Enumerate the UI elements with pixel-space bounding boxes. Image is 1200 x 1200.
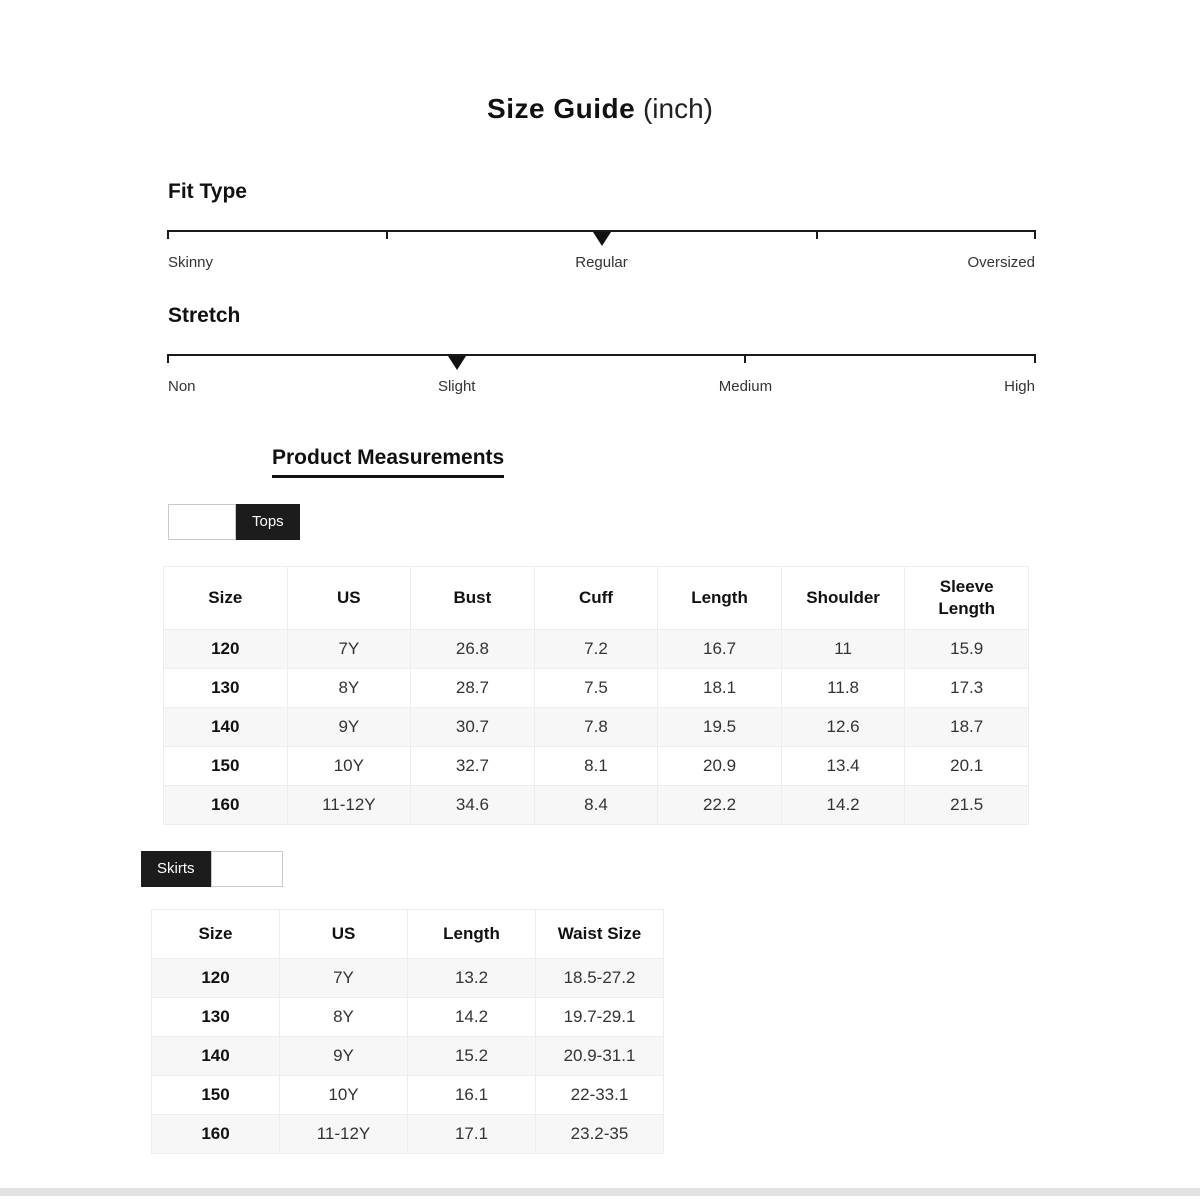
table-cell: 7.2 — [534, 630, 658, 669]
table-cell: 14.2 — [781, 786, 905, 825]
table-row — [152, 959, 664, 998]
page-title — [0, 0, 1200, 126]
fit-type-slider[interactable] — [168, 230, 1035, 292]
table-cell: 22.2 — [658, 786, 782, 825]
table-cell: 19.7-29.1 — [536, 998, 664, 1037]
tick-mark — [1034, 354, 1036, 363]
table-cell: 28.7 — [411, 669, 535, 708]
toggle-blank-button[interactable] — [211, 851, 283, 887]
size-cell: 140 — [152, 1037, 280, 1076]
tops-table-body — [164, 630, 1029, 825]
table-cell: 32.7 — [411, 747, 535, 786]
table-cell: 15.9 — [905, 630, 1029, 669]
table-cell: 20.9-31.1 — [536, 1037, 664, 1076]
stretch-option-non: Non — [168, 378, 196, 395]
table-row — [152, 1076, 664, 1115]
size-cell: 160 — [164, 786, 288, 825]
table-cell: 13.4 — [781, 747, 905, 786]
table-cell: 30.7 — [411, 708, 535, 747]
skirts-table-body — [152, 959, 664, 1154]
table-cell: 12.6 — [781, 708, 905, 747]
table-cell: 26.8 — [411, 630, 535, 669]
table-cell: 18.7 — [905, 708, 1029, 747]
table-cell: 10Y — [287, 747, 411, 786]
table-cell: 11-12Y — [287, 786, 411, 825]
size-cell: 120 — [152, 959, 280, 998]
size-cell: 160 — [152, 1115, 280, 1154]
table-cell: 8.4 — [534, 786, 658, 825]
stretch-option-high: High — [1004, 378, 1035, 395]
column-header: Bust — [411, 567, 535, 630]
table-cell: 16.1 — [408, 1076, 536, 1115]
table-cell: 11.8 — [781, 669, 905, 708]
table-cell: 19.5 — [658, 708, 782, 747]
column-header: Cuff — [534, 567, 658, 630]
table-cell: 11-12Y — [280, 1115, 408, 1154]
table-row — [164, 708, 1029, 747]
table-cell: 8.1 — [534, 747, 658, 786]
table-cell: 8Y — [287, 669, 411, 708]
bottom-divider — [0, 1188, 1200, 1196]
table-cell: 17.3 — [905, 669, 1029, 708]
tops-header-row — [164, 567, 1029, 630]
size-cell: 140 — [164, 708, 288, 747]
stretch-heading: Stretch — [168, 304, 241, 327]
table-cell: 18.1 — [658, 669, 782, 708]
table-cell: 23.2-35 — [536, 1115, 664, 1154]
fit-type-option-oversized: Oversized — [967, 254, 1035, 271]
size-cell: 150 — [164, 747, 288, 786]
fit-type-option-regular: Regular — [575, 254, 628, 271]
table-row — [152, 1037, 664, 1076]
column-header: US — [287, 567, 411, 630]
tick-mark — [816, 230, 818, 239]
table-row — [164, 786, 1029, 825]
tick-mark — [744, 354, 746, 363]
page-title-unit: (inch) — [642, 93, 713, 124]
table-cell: 10Y — [280, 1076, 408, 1115]
size-cell: 130 — [164, 669, 288, 708]
column-header: Waist Size — [536, 910, 664, 959]
table-cell: 7Y — [280, 959, 408, 998]
fit-type-option-skinny: Skinny — [168, 254, 214, 271]
table-row — [164, 747, 1029, 786]
tick-mark — [167, 354, 169, 363]
tick-mark — [386, 230, 388, 239]
table-cell: 18.5-27.2 — [536, 959, 664, 998]
table-row — [164, 630, 1029, 669]
table-cell: 20.9 — [658, 747, 782, 786]
toggle-tops-button[interactable]: Tops — [236, 504, 300, 540]
table-cell: 7Y — [287, 630, 411, 669]
table-cell: 17.1 — [408, 1115, 536, 1154]
table-row — [152, 998, 664, 1037]
tops-measurements-table — [163, 566, 1029, 825]
column-header: Size — [164, 567, 288, 630]
column-header: Length — [658, 567, 782, 630]
table-cell: 7.8 — [534, 708, 658, 747]
table-cell: 8Y — [280, 998, 408, 1037]
table-cell: 11 — [781, 630, 905, 669]
tick-mark — [167, 230, 169, 239]
size-cell: 120 — [164, 630, 288, 669]
table-cell: 14.2 — [408, 998, 536, 1037]
fit-type-section — [168, 180, 1035, 292]
page-title-text: Size Guide — [487, 93, 636, 124]
table-cell: 16.7 — [658, 630, 782, 669]
table-cell: 34.6 — [411, 786, 535, 825]
skirts-category-toggle — [141, 851, 1200, 887]
toggle-skirts-button[interactable]: Skirts — [141, 851, 211, 887]
table-cell: 13.2 — [408, 959, 536, 998]
table-cell: 9Y — [280, 1037, 408, 1076]
stretch-marker-icon — [448, 356, 466, 370]
fit-type-heading: Fit Type — [168, 180, 247, 203]
stretch-option-slight: Slight — [437, 378, 476, 395]
size-cell: 150 — [152, 1076, 280, 1115]
column-header: Size — [152, 910, 280, 959]
table-cell: 7.5 — [534, 669, 658, 708]
table-cell: 20.1 — [905, 747, 1029, 786]
skirts-header-row — [152, 910, 664, 959]
stretch-slider[interactable] — [168, 354, 1035, 416]
fit-type-marker-icon — [593, 232, 611, 246]
column-header: US — [280, 910, 408, 959]
table-row — [164, 669, 1029, 708]
table-cell: 21.5 — [905, 786, 1029, 825]
tick-mark — [1034, 230, 1036, 239]
table-cell: 15.2 — [408, 1037, 536, 1076]
column-header: Length — [408, 910, 536, 959]
table-cell: 22-33.1 — [536, 1076, 664, 1115]
toggle-blank-button[interactable] — [168, 504, 236, 540]
skirts-measurements-table — [151, 909, 664, 1154]
stretch-track — [168, 354, 1035, 356]
tops-category-toggle — [168, 504, 1200, 540]
table-row — [152, 1115, 664, 1154]
column-header: Sleeve Length — [905, 567, 1029, 630]
table-cell: 9Y — [287, 708, 411, 747]
product-measurements-heading: Product Measurements — [272, 446, 504, 478]
stretch-section — [168, 304, 1035, 416]
size-cell: 130 — [152, 998, 280, 1037]
stretch-option-medium: Medium — [718, 378, 773, 395]
column-header: Shoulder — [781, 567, 905, 630]
